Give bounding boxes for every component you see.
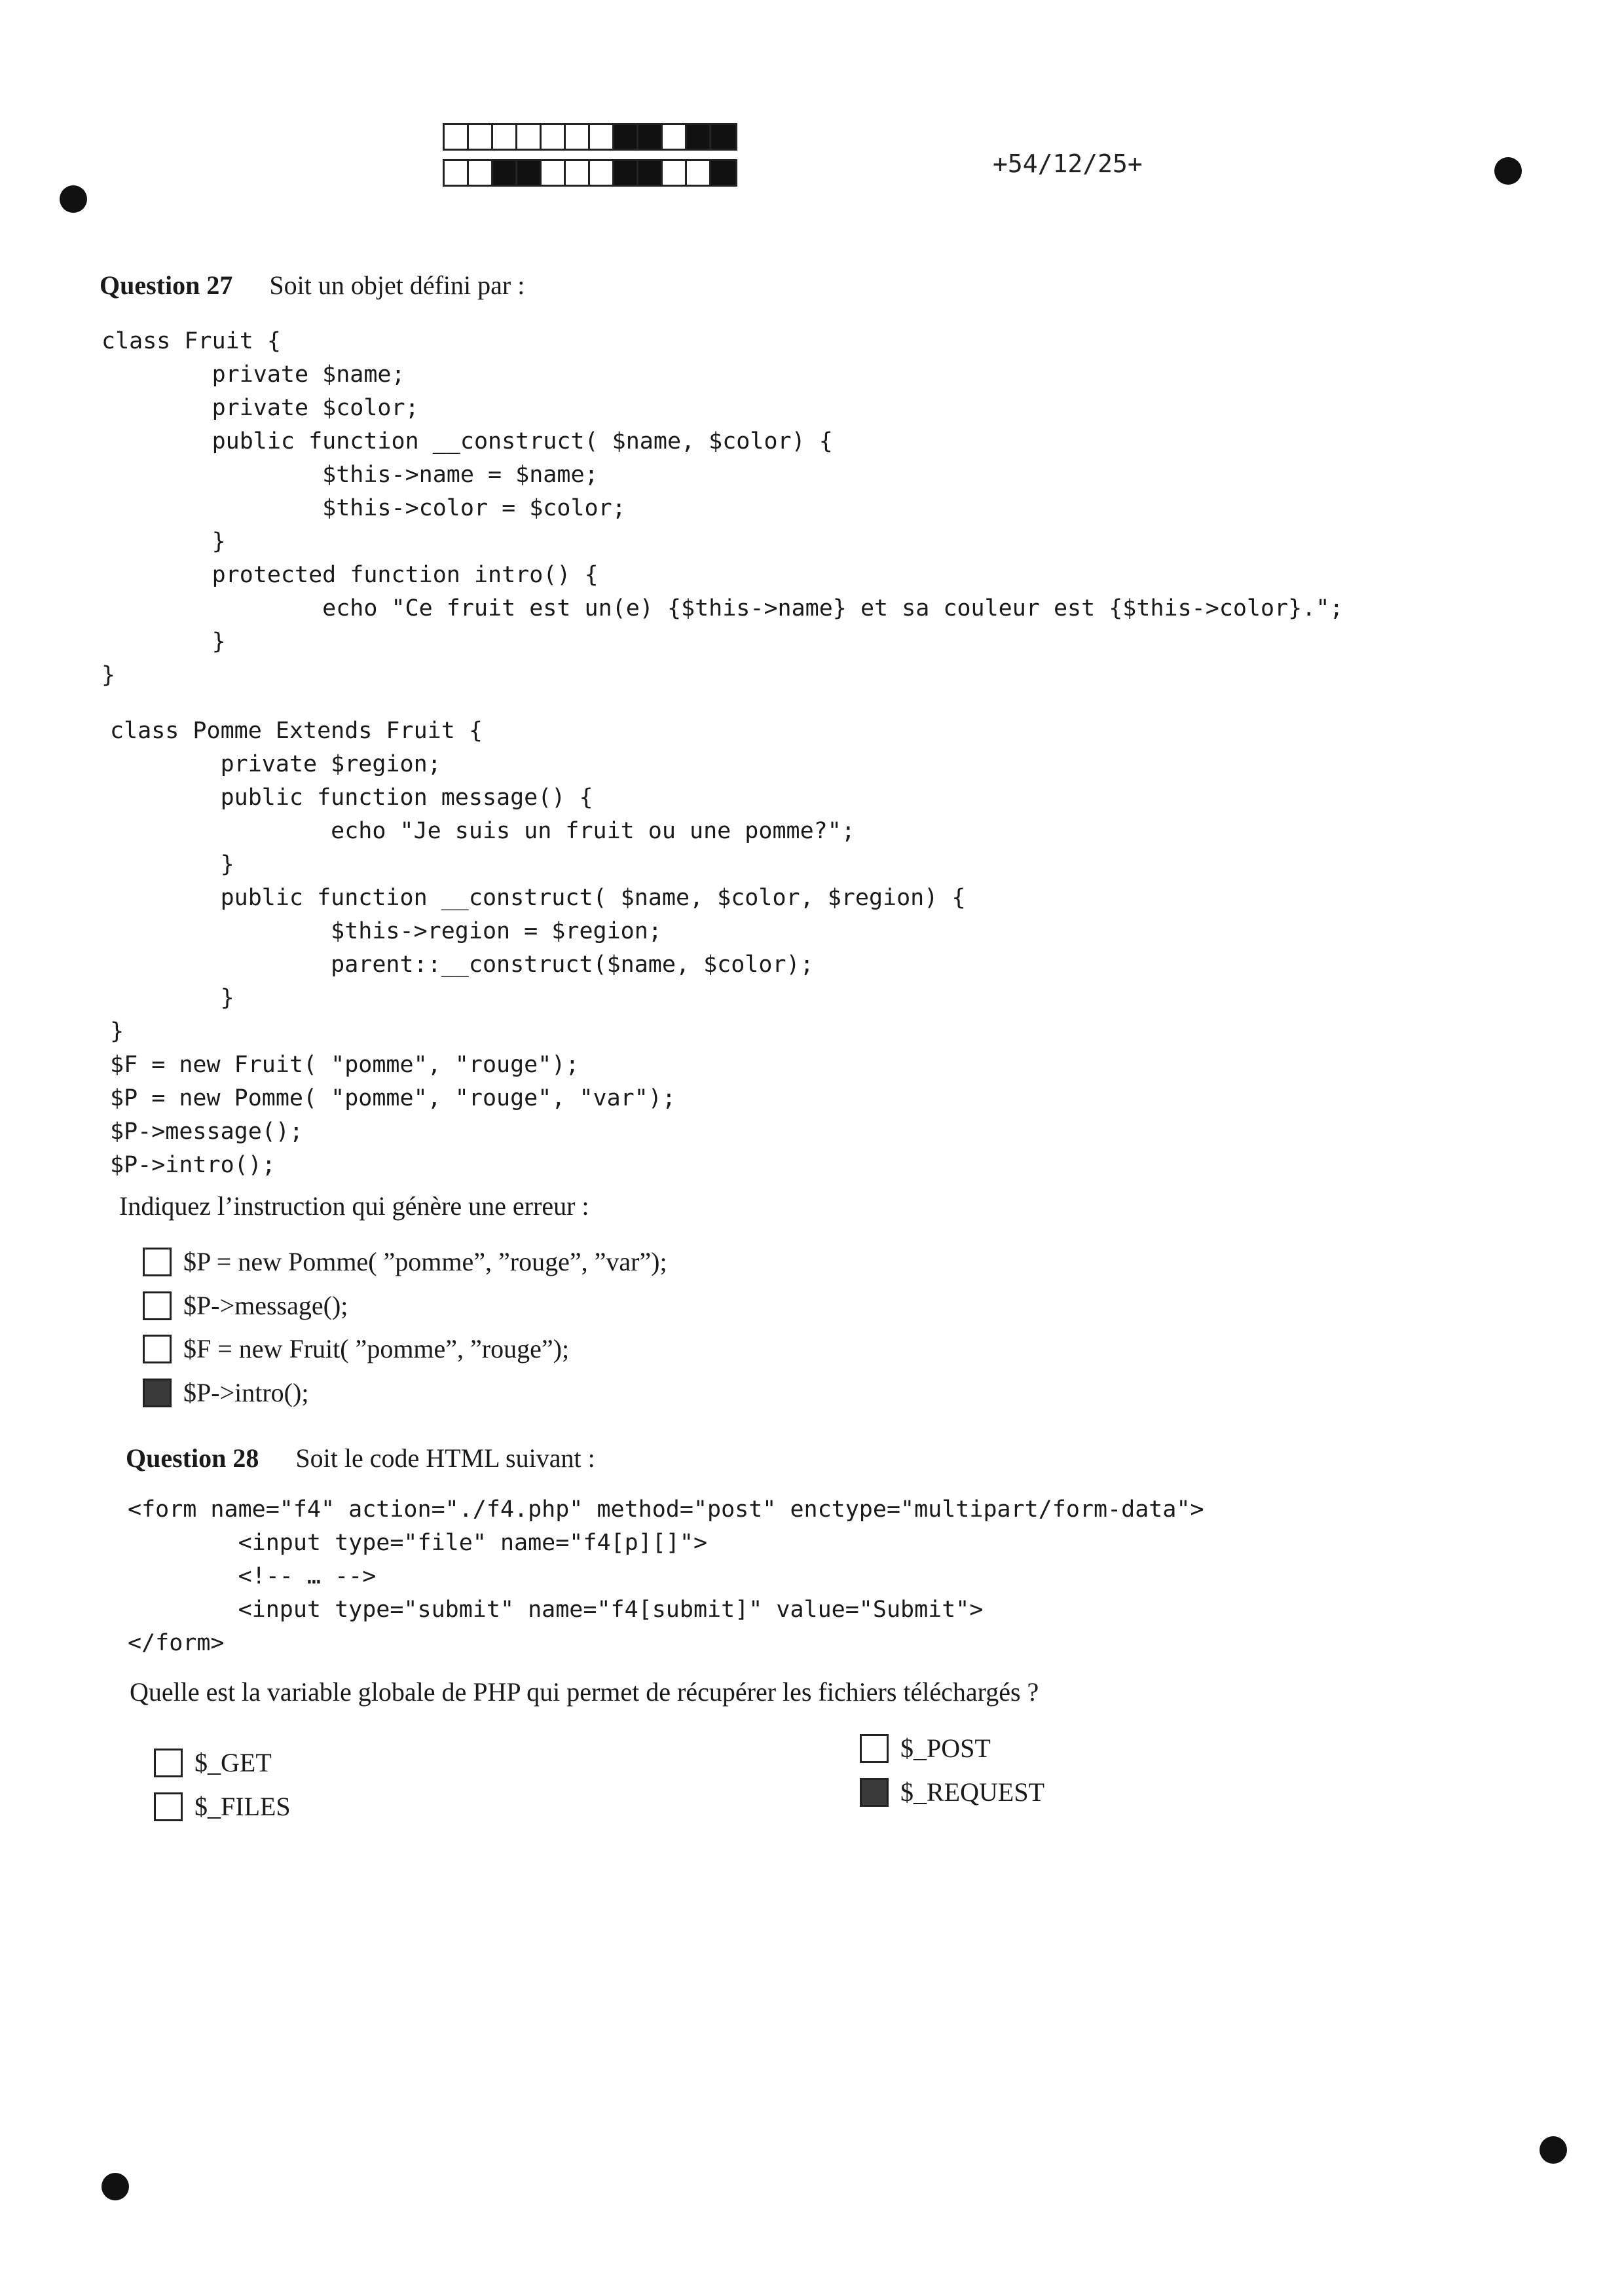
barcode-cell [687, 161, 711, 185]
answer-label: $_GET [194, 1748, 272, 1777]
answer-checkbox[interactable] [860, 1734, 889, 1763]
question-28-answer-files[interactable] [154, 1791, 291, 1822]
question-28-code-form: <form name="f4" action="./f4.php" method="post" enctype="multipart/form-data"> <input type="file" name="f4[p][]"> <!-- … --> <input type="submit" name="f4[submit]" value="Submit"> </form> [128, 1496, 1204, 1656]
question-27-prompt: Indiquez l’instruction qui génère une erreur : [119, 1191, 589, 1221]
question-28-intro: Soit le code HTML suivant : [295, 1443, 595, 1473]
answer-checkbox[interactable] [154, 1749, 183, 1777]
barcode-cell [493, 161, 517, 185]
question-27-code-fruit: class Fruit { private $name; private $color; public function __construct( $name, $color) { $this->name = $name; $this->color = $color; } protected function intro() { echo "Ce fruit est un(e) {$this->name} et sa couleur est {$this->color}."; } } [101, 328, 1344, 688]
registration-dot-top-left [60, 185, 87, 213]
barcode-cell [445, 161, 469, 185]
barcode-cell [711, 125, 735, 149]
answer-label: $P->intro(); [183, 1378, 309, 1407]
barcode-cell [469, 161, 493, 185]
question-27-answer-4[interactable] [143, 1377, 308, 1408]
answer-checkbox-checked[interactable] [860, 1778, 889, 1807]
barcode-cell [614, 161, 638, 185]
question-27-intro: Soit un objet défini par : [269, 270, 525, 300]
answer-checkbox[interactable] [154, 1792, 183, 1821]
barcode-cell [663, 161, 687, 185]
registration-dot-bottom-right [1540, 2136, 1567, 2164]
barcode-cell [590, 161, 614, 185]
barcode-cell [517, 161, 542, 185]
registration-dot-bottom-left [101, 2173, 129, 2200]
question-28-answer-request[interactable] [860, 1777, 1044, 1807]
question-27-answer-1[interactable] [143, 1246, 667, 1277]
answer-checkbox-checked[interactable] [143, 1379, 172, 1407]
answer-label: $F = new Fruit( ”pomme”, ”rouge”); [183, 1334, 570, 1363]
barcode-cell [638, 161, 663, 185]
barcode-row-1 [443, 123, 737, 151]
question-27-header [100, 270, 525, 301]
registration-dot-top-right [1494, 157, 1522, 185]
answer-checkbox[interactable] [143, 1248, 172, 1276]
answer-label: $P->message(); [183, 1291, 348, 1320]
barcode-cell [566, 125, 590, 149]
barcode-cell [590, 125, 614, 149]
answer-label: $_POST [900, 1733, 991, 1763]
answer-label: $P = new Pomme( ”pomme”, ”rouge”, ”var”); [183, 1247, 667, 1276]
question-27-answer-2[interactable] [143, 1290, 348, 1321]
barcode-cell [469, 125, 493, 149]
question-28-prompt: Quelle est la variable globale de PHP qui permet de récupérer les fichiers téléchargés ? [130, 1677, 1039, 1707]
barcode-row-2 [443, 159, 737, 187]
question-28-header [126, 1443, 595, 1473]
barcode-cell [614, 125, 638, 149]
answer-label: $_FILES [194, 1792, 291, 1821]
barcode-cell [638, 125, 663, 149]
question-27-code-pomme: class Pomme Extends Fruit { private $region; public function message() { echo "Je suis un fruit ou une pomme?"; } public function __construct( $name, $color, $region) { $this->region = $region; parent::__construct($name, $color); } } $F = new Fruit( "pomme", "rouge"); $P = new Pomme( "pomme", "rouge", "var"); $P->message(); $P->intro(); [110, 718, 966, 1178]
answer-checkbox[interactable] [143, 1291, 172, 1320]
barcode-cell [445, 125, 469, 149]
barcode-cell [711, 161, 735, 185]
barcode-cell [687, 125, 711, 149]
page-id-label: +54/12/25+ [993, 149, 1143, 178]
answer-label: $_REQUEST [900, 1777, 1044, 1807]
question-28-answer-get[interactable] [154, 1747, 272, 1778]
barcode-cell [542, 125, 566, 149]
answer-checkbox[interactable] [143, 1335, 172, 1363]
barcode-cell [542, 161, 566, 185]
barcode-cell [566, 161, 590, 185]
barcode-cell [493, 125, 517, 149]
barcode-cell [517, 125, 542, 149]
question-28-number: Question 28 [126, 1443, 259, 1473]
question-27-answer-3[interactable] [143, 1333, 569, 1364]
barcode-cell [663, 125, 687, 149]
question-27-number: Question 27 [100, 270, 233, 300]
question-28-answer-post[interactable] [860, 1733, 991, 1764]
